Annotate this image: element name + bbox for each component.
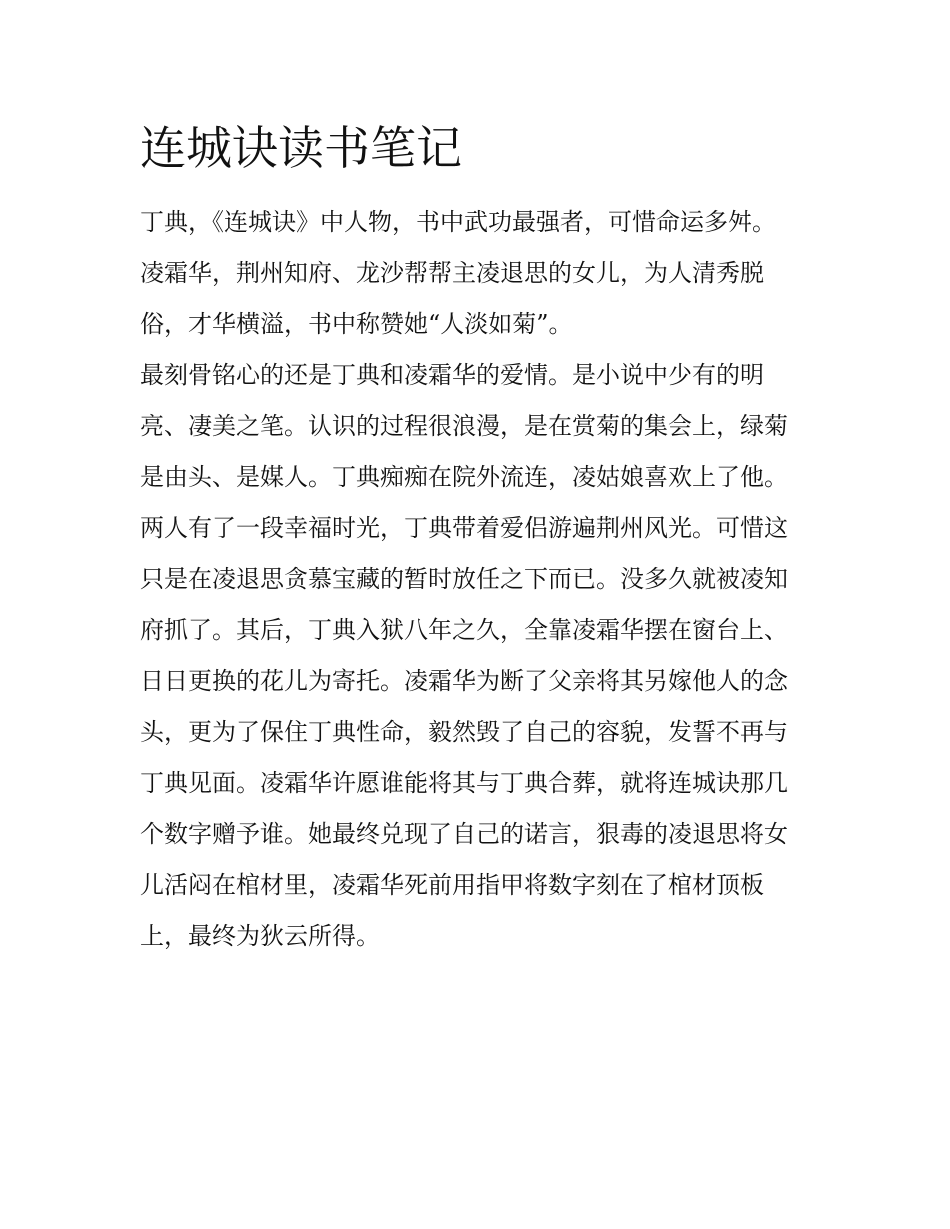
- document-title: 连城诀读书笔记: [140, 121, 462, 175]
- text-line: 个数字赠予谁。她最终兑现了自己的诺言，狠毒的凌退思将女: [140, 820, 788, 848]
- text-line: 凌霜华，荆州知府、龙沙帮帮主凌退思的女儿，为人清秀脱: [140, 259, 764, 287]
- text-line: 只是在凌退思贪慕宝藏的暂时放任之下而已。没多久就被凌知: [140, 565, 788, 593]
- text-line: 府抓了。其后，丁典入狱八年之久，全靠凌霜华摆在窗台上、: [140, 616, 788, 644]
- text-line: 日日更换的花儿为寄托。凌霜华为断了父亲将其另嫁他人的念: [140, 667, 788, 695]
- text-line: 是由头、是媒人。丁典痴痴在院外流连，凌姑娘喜欢上了他。: [140, 463, 788, 491]
- text-line: 两人有了一段幸福时光，丁典带着爱侣游遍荆州风光。可惜这: [140, 514, 788, 542]
- text-line: 亮、凄美之笔。认识的过程很浪漫，是在赏菊的集会上，绿菊: [140, 412, 788, 440]
- document-body: [140, 197, 820, 962]
- text-line: 儿活闷在棺材里，凌霜华死前用指甲将数字刻在了棺材顶板: [140, 871, 764, 899]
- text-line: 丁典，《连城诀》中人物，书中武功最强者，可惜命运多舛。: [140, 208, 776, 236]
- text-line: 最刻骨铭心的还是丁典和凌霜华的爱情。是小说中少有的明: [140, 361, 764, 389]
- text-line: 头，更为了保住丁典性命，毅然毁了自己的容貌，发誓不再与: [140, 718, 788, 746]
- text-line: 丁典见面。凌霜华许愿谁能将其与丁典合葬，就将连城诀那几: [140, 769, 788, 797]
- text-line: 上，最终为狄云所得。: [140, 922, 380, 950]
- text-line: 俗，才华横溢，书中称赞她“人淡如菊”。: [140, 310, 573, 338]
